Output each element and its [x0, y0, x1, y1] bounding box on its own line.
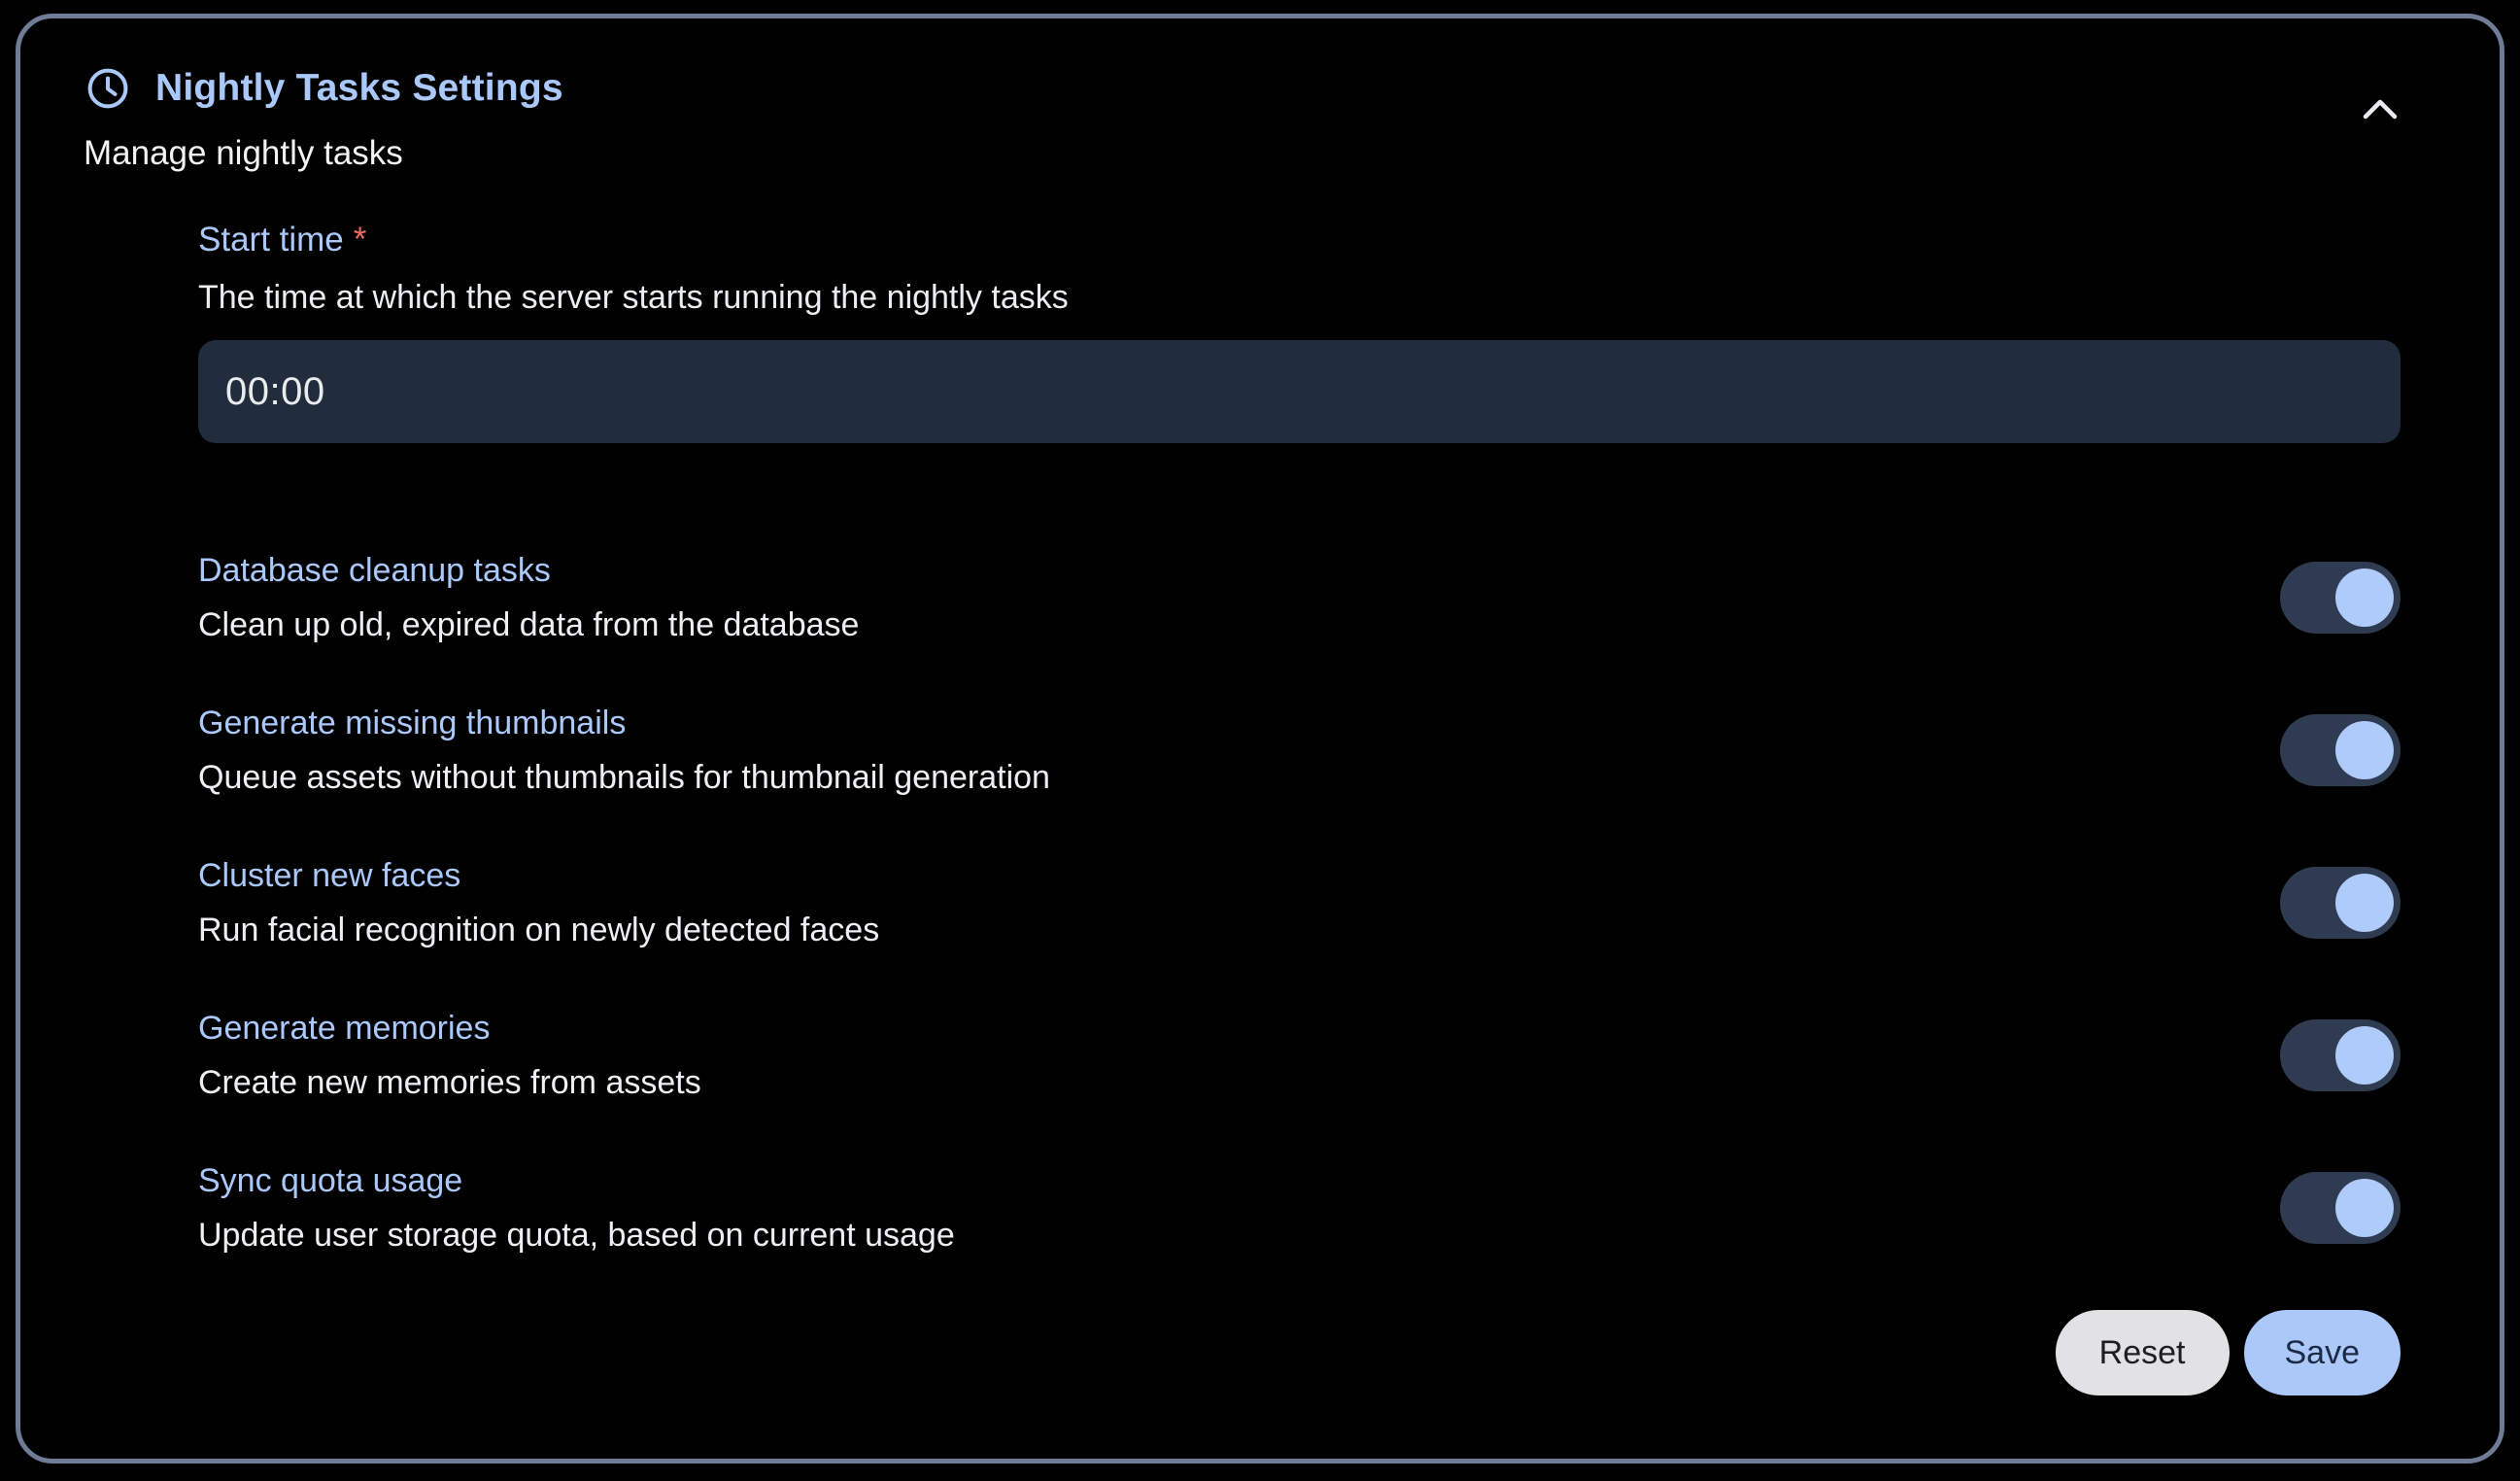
task-row-generate-memories — [198, 1006, 2401, 1105]
collapse-accordion-button[interactable] — [2359, 93, 2401, 126]
task-label: Cluster new faces — [198, 857, 461, 894]
toggle-knob — [2335, 1026, 2394, 1085]
start-time-label-text: Start time — [198, 221, 344, 258]
toggle-knob — [2335, 568, 2394, 627]
settings-form — [198, 217, 2401, 1395]
task-description: Create new memories from assets — [198, 1064, 701, 1101]
start-time-field — [198, 217, 2401, 443]
start-time-label — [198, 217, 2401, 263]
task-toggle-generate-memories[interactable] — [2280, 1019, 2401, 1091]
page-title: Nightly Tasks Settings — [155, 67, 563, 109]
task-label: Generate memories — [198, 1010, 491, 1047]
save-button[interactable]: Save — [2244, 1310, 2401, 1395]
task-list — [198, 548, 2401, 1257]
toggle-knob — [2335, 721, 2394, 779]
task-description: Queue assets without thumbnails for thumbnail generation — [198, 759, 1050, 796]
task-description: Clean up old, expired data from the database — [198, 606, 860, 643]
clock-icon — [85, 66, 130, 111]
start-time-input[interactable] — [198, 340, 2401, 443]
reset-button[interactable]: Reset — [2056, 1310, 2230, 1395]
chevron-up-icon — [2362, 97, 2399, 123]
task-toggle-cluster-faces[interactable] — [2280, 867, 2401, 939]
task-toggle-sync-quota[interactable] — [2280, 1172, 2401, 1244]
task-row-database-cleanup — [198, 548, 2401, 647]
form-actions — [198, 1310, 2401, 1395]
required-marker: * — [353, 221, 367, 258]
start-time-description: The time at which the server starts running the nightly tasks — [198, 279, 1069, 316]
task-label: Sync quota usage — [198, 1162, 463, 1199]
task-description: Run facial recognition on newly detected faces — [198, 912, 880, 948]
task-row-cluster-faces — [198, 853, 2401, 952]
toggle-knob — [2335, 874, 2394, 932]
task-row-sync-quota — [198, 1158, 2401, 1257]
toggle-knob — [2335, 1179, 2394, 1237]
card-header — [20, 18, 2500, 176]
task-toggle-database-cleanup[interactable] — [2280, 562, 2401, 634]
task-label: Generate missing thumbnails — [198, 705, 627, 741]
page-subtitle: Manage nightly tasks — [84, 134, 403, 172]
task-row-generate-thumbnails — [198, 701, 2401, 800]
nightly-tasks-settings-card — [16, 14, 2504, 1464]
task-label: Database cleanup tasks — [198, 552, 551, 589]
task-toggle-generate-thumbnails[interactable] — [2280, 714, 2401, 786]
task-description: Update user storage quota, based on current usage — [198, 1217, 955, 1254]
